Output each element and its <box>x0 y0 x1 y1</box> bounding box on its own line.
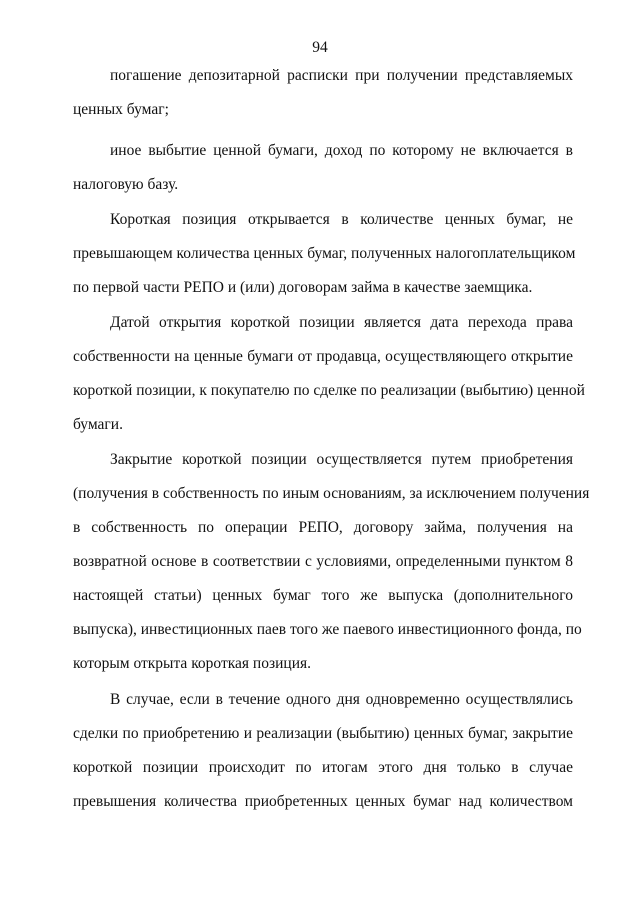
text-line: настоящей статьи) ценных бумаг того же выпуска (дополнительного <box>73 587 573 604</box>
text-line: по первой части РЕПО и (или) договорам займа в качестве заемщика. <box>73 279 533 296</box>
text-line: в собственность по операции РЕПО, договору займа, получения на <box>73 519 573 536</box>
page-number: 94 <box>312 39 328 56</box>
text-line: ценных бумаг; <box>73 101 169 118</box>
text-line: короткой позиции, к покупателю по сделке по реализации (выбытию) ценной <box>73 382 585 399</box>
text-line: иное выбытие ценной бумаги, доход по которому не включается в <box>110 142 573 159</box>
text-line: Закрытие короткой позиции осуществляется путем приобретения <box>110 451 573 468</box>
text-line: Короткая позиция открывается в количестве ценных бумаг, не <box>110 211 573 228</box>
text-line: налоговую базу. <box>73 176 179 193</box>
text-line: короткой позиции происходит по итогам этого дня только в случае <box>73 759 573 776</box>
text-line: которым открыта короткая позиция. <box>73 655 311 672</box>
text-line: погашение депозитарной расписки при получении представляемых <box>110 67 573 84</box>
text-line: собственности на ценные бумаги от продавца, осуществляющего открытие <box>73 348 573 365</box>
text-line: Датой открытия короткой позиции является дата перехода права <box>110 314 573 331</box>
text-line: сделки по приобретению и реализации (выбытию) ценных бумаг, закрытие <box>73 725 573 742</box>
text-line: превышения количества приобретенных ценных бумаг над количеством <box>73 793 573 810</box>
text-line: (получения в собственность по иным основаниям, за исключением получения <box>73 485 590 502</box>
text-line: бумаги. <box>73 416 123 433</box>
text-line: возвратной основе в соответствии с условиями, определенными пунктом 8 <box>73 553 573 570</box>
text-line: выпуска), инвестиционных паев того же паевого инвестиционного фонда, по <box>73 621 582 638</box>
text-line: В случае, если в течение одного дня одновременно осуществлялись <box>110 691 573 708</box>
text-line: превышающем количества ценных бумаг, полученных налогоплательщиком <box>73 245 576 262</box>
